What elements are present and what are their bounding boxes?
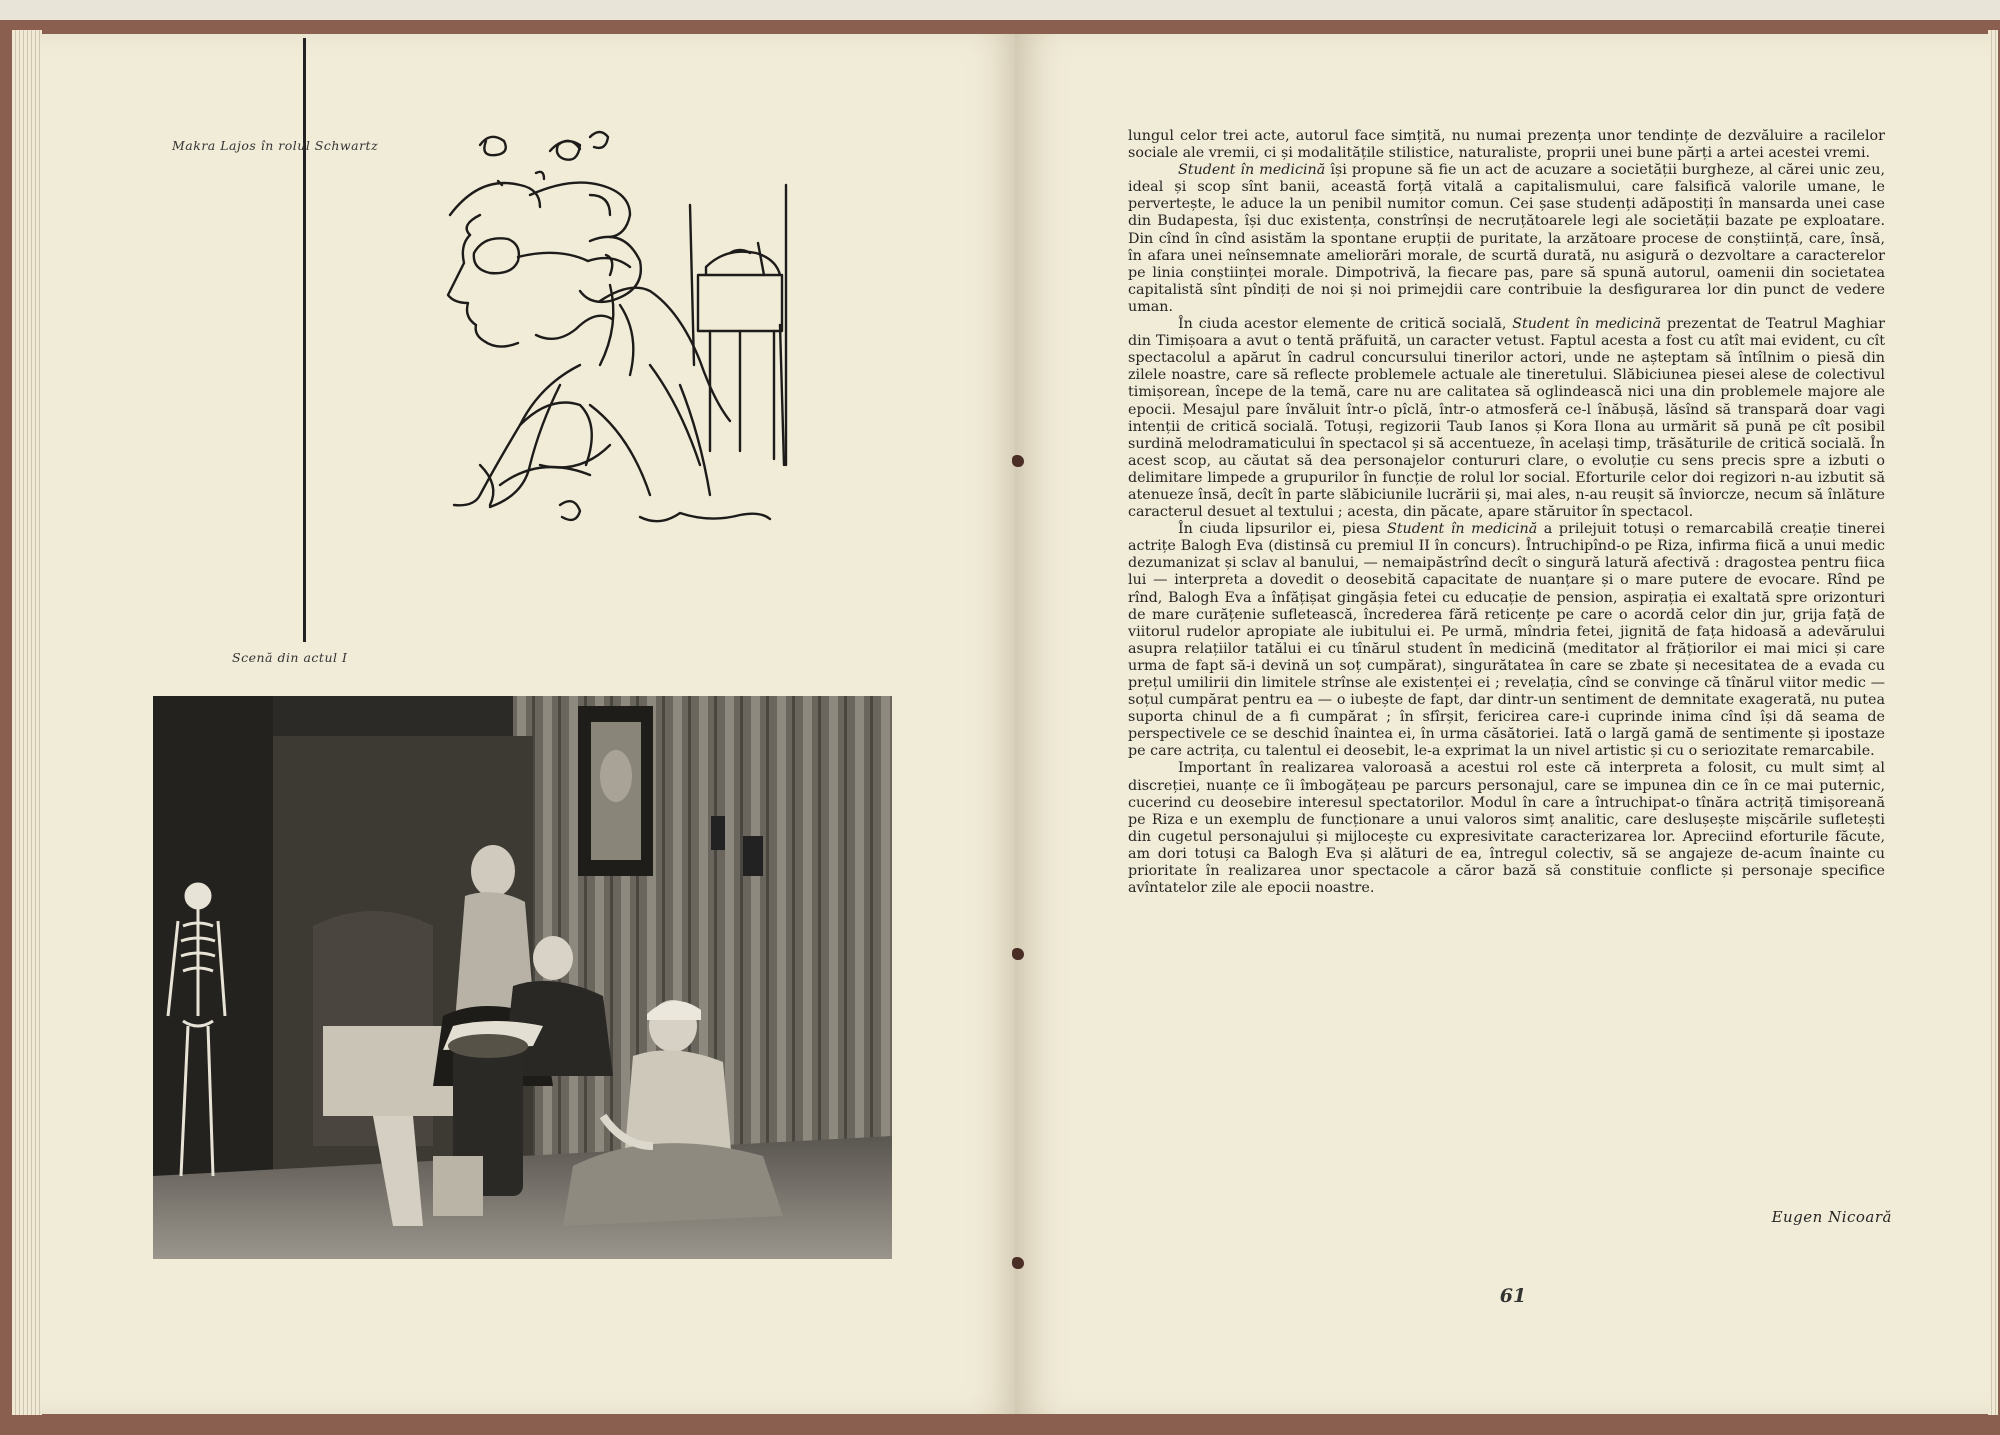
article-text <box>1128 128 1885 897</box>
article-paragraph <box>1128 521 1885 760</box>
binding-stitch <box>1012 948 1024 960</box>
article-paragraph <box>1128 316 1885 521</box>
vertical-rule <box>303 38 306 642</box>
page-number: 61 <box>1499 1285 1527 1307</box>
article-paragraph <box>1128 760 1885 897</box>
play-title: Student în medicină <box>1512 316 1662 333</box>
text-run: își propune să fie un act de acuzare a societății burgheze, al cărei unic zeu, ideal și scop sînt banii, această forță vitală a capitalismului, care falsifică valorile umane, le pervertește, le aduce la un penibil numitor comun. Cei șase studenți adăpostiți în mansarda unei case din Budapesta, își duc existența, constrînși de necruțătoarele legi ale societății bazate pe exploatare. Din cînd în cînd asistăm la spontane erupții de puritate, la arzătoare procese de conștiință, care, însă, în afara unei neînsemnate ameliorări morale, de scurtă durată, nu asigură o dezvoltare a caracterelor pe linia conștiinței morale. Dimpotrivă, la fiecare pas, pare să spună autorul, oamenii din societatea capitalistă sînt pîndiți de noi și noi primejdii care contribuie la desfigurarea lor din punct de vedere uman. <box>1128 162 1885 315</box>
play-title: Student în medicină <box>1178 162 1326 179</box>
binding-stitch <box>1012 1257 1024 1269</box>
text-run: Important în realizarea valoroasă a acestui rol este că interpreta a folosit, cu mult simț al discreției, nuanțe ce îi îmbogățeau pe parcurs personajul, care se impunea din ce în ce mai puternic, cucerind cu deosebire interesul spectatorilor. Modul în care a întruchipat-o tînăra actriță timișoreană pe Riza e un exemplu de funcționare a unui valoros simț analitic, care deslușește mișcările sufletești din cugetul personajului și mijlocește cu expresivitate caracterizarea lor. Apreciind eforturile făcute, am dori totuși ca Balogh Eva și alături de ea, întregul colectiv, să se angajeze de-acum înainte cu prioritate în realizarea unor spectacole a căror bază să constituie conflicte și personaje specifice avîntatelor zile ale epocii noastre. <box>1128 760 1885 897</box>
text-run: În ciuda lipsurilor ei, piesa <box>1178 521 1387 538</box>
text-run: lungul celor trei acte, autorul face simțită, nu numai prezența unor tendințe de dezvăluire a racilelor sociale ale vremii, ci și modalitățile stilistice, naturaliste, proprii unei bune părți a artei acestei vremi. <box>1128 128 1885 162</box>
page-edges-left <box>12 30 42 1415</box>
text-run: a prilejuit totuși o remarcabilă creație tinerei actrițe Balogh Eva (distinsă cu premiul II în concurs). Întruchipînd-o pe Riza, infirma fiică a unui medic dezumanizat și sclav al banului, — nemaipăstrînd decît o singură latură afectivă : dragostea pentru fiica lui — interpreta a dovedit o deosebită capacitate de nuanțare și o mare putere de evocare. Rînd pe rînd, Balogh Eva a înfățișat gingășia fetei cu educație de pension, aspirația ei exaltată spre orizonturi de mare curățenie sufletească, încrederea fără reticențe pe care o acordă celor din jur, grija față de viitorul rudelor apropiate ale iubitului ei. Pe urmă, mîndria fetei, jignită de fața hidoasă a adevărului asupra relațiilor tatălui ei cu tînărul student în medicină (meditator al frățiorilor ei mai mici și care urma de fapt să-i devină un soț cumpărat), singurătatea în care se zbate și necesitatea de a evada cu prețul umilirii din limitele strînse ale existenței ei ; revelația, cînd se convinge că tînărul viitor medic — soțul cumpărat pentru ea — o iubește de fapt, dar dintr-un sentiment de demnitate exagerată, nu putea suporta chinul de a fi cumpărat ; în sfîrșit, fericirea care-i cuprinde inima cînd își dă seama de perspectivele ce se deschid înaintea ei, în urma căsătoriei. Iată o largă gamă de sentimente și ipostaze pe care actrița, cu talentul ei deosebit, le-a exprimat la un nivel artistic și cu o seriozitate remarcabile. <box>1128 521 1885 760</box>
sketch-caption: Makra Lajos în rolul Schwartz <box>172 138 379 153</box>
text-run: prezentat de Teatrul Maghiar din Timișoara a avut o tentă prăfuită, un caracter vetust. Faptul acesta a fost cu atît mai evident, cu cît spectacolul a apărut în cadrul concursului tinerilor actori, unde ne așteptam să întîlnim o piesă din zilele noastre, care să reflecte problemele actuale ale tineretului. Slăbiciunea piesei alese de colectivul timișorean, începe de la temă, care nu are calitatea să oglindească nici una din problemele majore ale epocii. Mesajul pare învăluit într-o pîclă, într-o atmosferă ce-l înăbușă, lăsînd să transpară doar vagi intenții de critică socială. Totuși, regizorii Taub Ianos și Kora Ilona au urmărit să pună pe cît posibil surdină melodramaticului în spectacol și să accentueze, în același timp, trăsăturile de critică socială. În acest scop, au căutat să dea personajelor contururi clare, o evoluție cu sens precis spre a izbuti o delimitare limpede a grupurilor în funcție de rolul lor social. Eforturile celor doi regizori n-au izbutit să atenueze însă, decît în parte slăbiciunile lucrării și, mai ales, n-au reușit să înviorcze, necum să înlăture caracterul desuet al textului ; acesta, din păcate, apare stăruitor în spectacol. <box>1128 316 1885 521</box>
caricature-sketch <box>440 125 800 535</box>
article-paragraph <box>1128 128 1885 162</box>
photo-caption: Scenă din actul I <box>232 650 348 665</box>
scan-background-top <box>0 0 2000 20</box>
article-paragraph <box>1128 162 1885 316</box>
play-title: Student în medicină <box>1386 521 1538 538</box>
text-run: În ciuda acestor elemente de critică socială, <box>1178 316 1513 333</box>
stage-photo <box>153 696 892 1259</box>
binding-stitch <box>1012 455 1024 467</box>
author-signature: Eugen Nicoară <box>1771 1208 1892 1226</box>
